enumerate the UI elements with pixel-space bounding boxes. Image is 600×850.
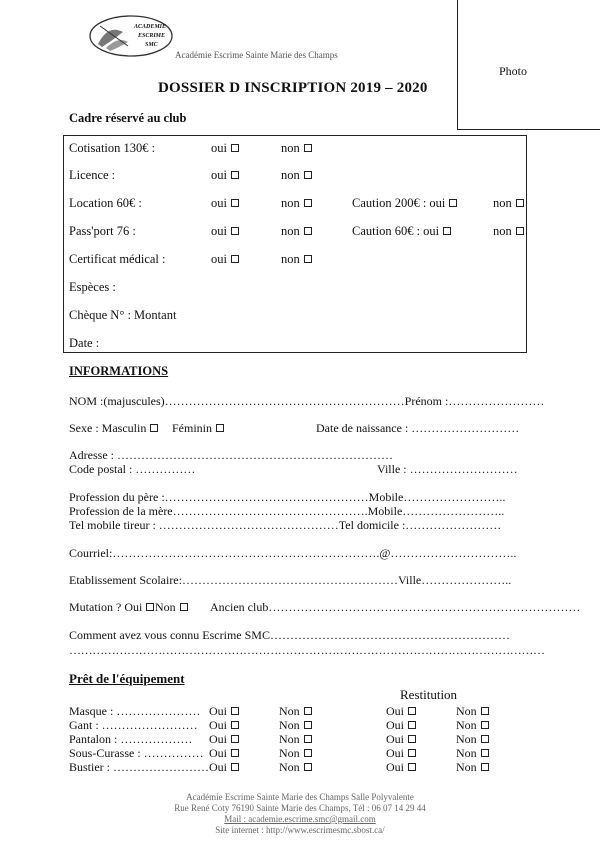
restitution-non[interactable]: Non <box>456 704 489 719</box>
club-row-label: Licence : <box>69 168 116 182</box>
especes-label: Espèces : <box>69 280 116 294</box>
checkbox[interactable] <box>449 199 457 207</box>
restitution-non[interactable]: Non <box>456 718 489 733</box>
checkbox[interactable] <box>516 227 524 235</box>
club-row-label: Certificat médical : <box>69 252 166 266</box>
profession-pere-field[interactable]: Profession du père :……………………………………………Mobile…………………….. <box>69 490 506 504</box>
footer <box>0 792 600 836</box>
pret-non[interactable]: Non <box>279 718 312 733</box>
photo-box <box>457 0 600 130</box>
checkbox[interactable] <box>231 255 239 263</box>
equipment-item-label: Sous-Curasse : …………… <box>69 746 204 760</box>
checkbox[interactable] <box>231 721 239 729</box>
footer-line: Académie Escrime Sainte Marie des Champs Salle Polyvalente <box>186 792 414 802</box>
sexe-feminin[interactable]: Féminin <box>172 421 224 436</box>
checkbox[interactable] <box>304 255 312 263</box>
checkbox[interactable] <box>304 763 312 771</box>
checkbox[interactable] <box>231 735 239 743</box>
pret-non[interactable]: Non <box>279 746 312 761</box>
checkbox[interactable] <box>516 199 524 207</box>
ville-field[interactable]: Ville : ……………………… <box>377 462 518 476</box>
club-row-yes[interactable]: oui <box>211 196 239 211</box>
pret-oui[interactable]: Oui <box>209 746 239 761</box>
club-row-yes[interactable]: oui <box>211 141 239 156</box>
checkbox[interactable] <box>231 171 239 179</box>
profession-mere-field[interactable]: Profession de la mère………………………………………….Mobile…………………….. <box>69 504 505 518</box>
checkbox[interactable] <box>408 721 416 729</box>
club-row-yes[interactable]: oui <box>211 168 239 183</box>
page-title: DOSSIER D INSCRIPTION 2019 – 2020 <box>158 80 428 96</box>
checkbox[interactable] <box>304 171 312 179</box>
checkbox[interactable] <box>180 603 188 611</box>
footer-line: Rue René Coty 76190 Sainte Marie des Champs, Tél : 06 07 14 29 44 <box>174 803 426 813</box>
adresse-field[interactable]: Adresse : …………………………………………………………… <box>69 448 393 462</box>
equipment-item-label: Masque : ………………… <box>69 704 201 718</box>
restitution-oui[interactable]: Oui <box>386 704 416 719</box>
pret-oui[interactable]: Oui <box>209 704 239 719</box>
checkbox[interactable] <box>481 735 489 743</box>
checkbox[interactable] <box>304 749 312 757</box>
club-row-yes[interactable]: oui <box>211 224 239 239</box>
checkbox[interactable] <box>150 424 158 432</box>
checkbox[interactable] <box>481 707 489 715</box>
caution-60-yes[interactable]: Caution 60€ : oui <box>352 224 451 239</box>
pret-non[interactable]: Non <box>279 732 312 747</box>
pret-non[interactable]: Non <box>279 760 312 775</box>
restitution-oui[interactable]: Oui <box>386 732 416 747</box>
logo-text-1: ACADEMIE <box>134 24 167 30</box>
comment-field-line2[interactable]: …………………………………………………………………………………………………………… <box>69 643 545 657</box>
etablissement-field[interactable]: Etablissement Scolaire:………………………………………………Ville………………….. <box>69 573 512 587</box>
club-row-no[interactable]: non <box>281 168 312 183</box>
club-row-yes[interactable]: oui <box>211 252 239 267</box>
checkbox[interactable] <box>408 735 416 743</box>
footer-mail[interactable]: Mail : academie.escrime.smc@gmail.com <box>224 814 376 824</box>
club-row-no[interactable]: non <box>281 196 312 211</box>
checkbox[interactable] <box>304 735 312 743</box>
caution-200-no[interactable]: non <box>493 196 524 211</box>
restitution-heading: Restitution <box>400 687 458 702</box>
date-naissance-field[interactable]: Date de naissance : ……………………… <box>316 421 520 435</box>
checkbox[interactable] <box>408 707 416 715</box>
informations-heading: INFORMATIONS <box>69 364 169 378</box>
checkbox[interactable] <box>216 424 224 432</box>
checkbox[interactable] <box>304 721 312 729</box>
checkbox[interactable] <box>231 707 239 715</box>
checkbox[interactable] <box>408 749 416 757</box>
equipment-item-label: Pantalon : ……………… <box>69 732 193 746</box>
ancien-club-field[interactable]: Ancien club…………………………………………………………………… <box>210 600 581 614</box>
mutation-oui[interactable]: Mutation ? Oui <box>69 600 154 615</box>
restitution-non[interactable]: Non <box>456 760 489 775</box>
logo-text-2: ESCRIME <box>138 33 166 39</box>
caution-60-no[interactable]: non <box>493 224 524 239</box>
restitution-non[interactable]: Non <box>456 746 489 761</box>
checkbox[interactable] <box>146 603 154 611</box>
checkbox[interactable] <box>304 144 312 152</box>
equipment-item-label: Gant : …………………… <box>69 718 198 732</box>
checkbox[interactable] <box>231 763 239 771</box>
pret-oui[interactable]: Oui <box>209 718 239 733</box>
club-row-no[interactable]: non <box>281 252 312 267</box>
club-row-label: Location 60€ : <box>69 196 142 210</box>
academy-name: Académie Escrime Sainte Marie des Champs <box>175 50 338 60</box>
club-row-no[interactable]: non <box>281 224 312 239</box>
mutation-non[interactable]: Non <box>155 600 188 615</box>
checkbox[interactable] <box>231 749 239 757</box>
comment-field[interactable]: Comment avez vous connu Escrime SMC…………………………………………………… <box>69 628 510 642</box>
nom-field[interactable]: NOM :(majuscules)……………………………………………………Prénom :…………………… <box>69 394 545 408</box>
checkbox[interactable] <box>304 199 312 207</box>
pret-oui[interactable]: Oui <box>209 760 239 775</box>
checkbox[interactable] <box>408 763 416 771</box>
restitution-oui[interactable]: Oui <box>386 746 416 761</box>
checkbox[interactable] <box>481 763 489 771</box>
restitution-non[interactable]: Non <box>456 732 489 747</box>
checkbox[interactable] <box>481 749 489 757</box>
club-row-label: Cotisation 130€ : <box>69 141 156 155</box>
logo-text-3: SMC <box>145 42 158 48</box>
caution-200-yes[interactable]: Caution 200€ : oui <box>352 196 457 211</box>
checkbox[interactable] <box>231 227 239 235</box>
checkbox[interactable] <box>304 227 312 235</box>
checkbox[interactable] <box>231 144 239 152</box>
checkbox[interactable] <box>443 227 451 235</box>
courriel-field[interactable]: Courriel:………………………………………………………….@………………………….. <box>69 546 517 560</box>
code-postal-field[interactable]: Code postal : …………… <box>69 462 196 476</box>
equipment-item-label: Bustier : …………………… <box>69 760 209 774</box>
club-row-no[interactable]: non <box>281 141 312 156</box>
club-section-heading: Cadre réservé au club <box>69 111 187 125</box>
footer-website[interactable]: Site internet : http://www.escrimesmc.sbost.ca/ <box>215 825 385 835</box>
checkbox[interactable] <box>231 199 239 207</box>
photo-label: Photo <box>499 64 528 78</box>
cheque-label: Chèque N° : Montant <box>69 308 177 322</box>
pret-oui[interactable]: Oui <box>209 732 239 747</box>
restitution-oui[interactable]: Oui <box>386 718 416 733</box>
date-label: Date : <box>69 336 100 350</box>
academy-logo <box>88 14 174 58</box>
restitution-oui[interactable]: Oui <box>386 760 416 775</box>
checkbox[interactable] <box>481 721 489 729</box>
tel-mobile-field[interactable]: Tel mobile tireur : ………………………………………Tel domicile :…………………… <box>69 518 502 532</box>
club-row-label: Pass'port 76 : <box>69 224 136 238</box>
sexe-masculin[interactable]: Sexe : Masculin <box>69 421 158 436</box>
equipment-heading: Prêt de l'équipement <box>69 671 185 686</box>
checkbox[interactable] <box>304 707 312 715</box>
pret-non[interactable]: Non <box>279 704 312 719</box>
